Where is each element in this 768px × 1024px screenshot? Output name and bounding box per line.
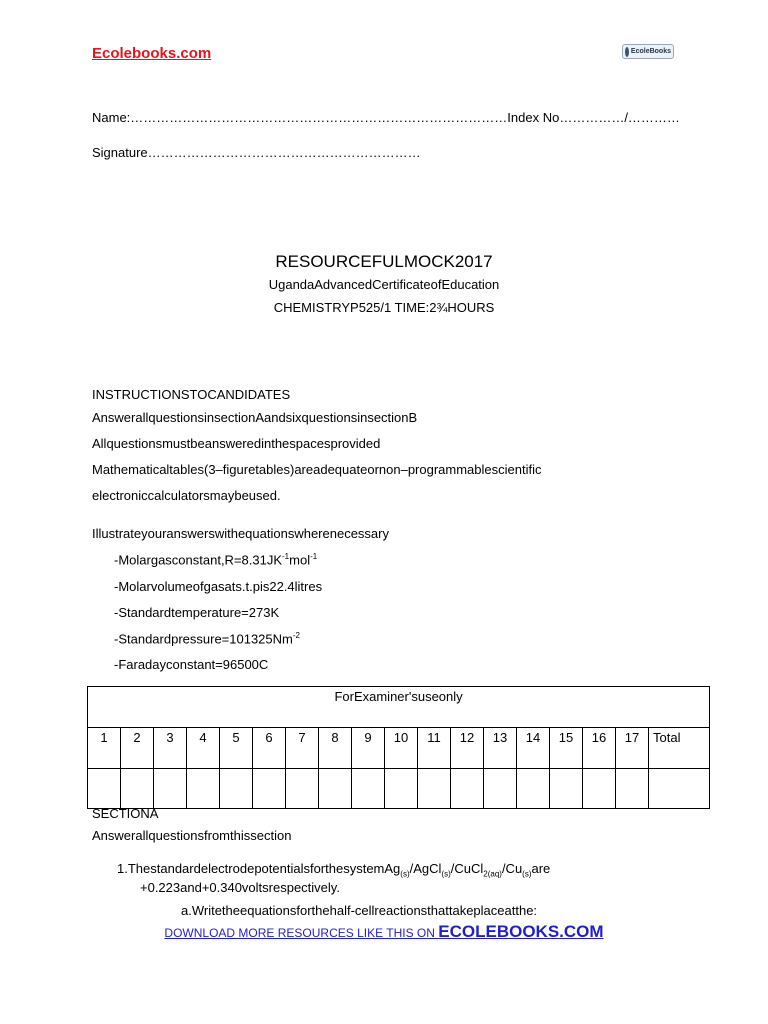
mark-cell[interactable] [253,769,286,809]
name-index-field: Name:……………………………………………………………………………Index No……………/………… [92,110,680,125]
table-header-cell: 6 [253,728,286,769]
table-header-cell: 11 [418,728,451,769]
exam-subtitle: UgandaAdvancedCertificateofEducation [268,277,500,292]
table-header-cell: 4 [187,728,220,769]
instruction-line: AnswerallquestionsinsectionAandsixquestionsinsectionB [92,410,418,425]
signature-field: Signature……………………………………………………… [92,145,421,160]
ecolebooks-logo [622,44,674,59]
brand-link[interactable]: Ecolebooks.com [92,45,212,62]
mark-cell[interactable] [451,769,484,809]
mark-cell[interactable] [517,769,550,809]
question-1a: a.Writetheequationsforthehalf-cellreactionsthattakeplaceatthe: [181,903,538,918]
table-header-cell: 10 [385,728,418,769]
book-icon [625,47,629,57]
table-header-cell: 17 [616,728,649,769]
mark-cell[interactable] [385,769,418,809]
section-title: SECTIONA [92,806,159,821]
mark-cell[interactable] [616,769,649,809]
mark-cell[interactable] [121,769,154,809]
instructions-heading: INSTRUCTIONSTOCANDIDATES [92,387,291,402]
constant-gas: $-Molargasconstant,R=8.31JK^{-1}mol^{-1}$ [114,552,318,568]
mark-cell[interactable] [286,769,319,809]
mark-cell[interactable] [319,769,352,809]
footer-download [0,922,768,942]
instruction-line: electroniccalculatorsmaybeused. [92,488,281,503]
examiner-table-title: ForExaminer'suseonly [88,687,710,728]
table-header-cell: 8 [319,728,352,769]
table-header-cell: 1 [88,728,121,769]
table-header-total: Total [649,728,710,769]
mark-cell[interactable] [583,769,616,809]
mark-cell[interactable] [418,769,451,809]
table-header-cell: 15 [550,728,583,769]
mark-cell[interactable] [220,769,253,809]
table-header-cell: 14 [517,728,550,769]
table-header-cell: 13 [484,728,517,769]
constant-volume: -Molarvolumeofgasats.t.pis22.4litres [114,579,323,594]
question-1-values: +0.223and+0.340voltsrespectively. [140,880,340,895]
section-instruction: Answerallquestionsfromthissection [92,828,292,843]
download-link[interactable]: DOWNLOAD MORE RESOURCES LIKE THIS ON ECOLEBOOKS.COM [164,922,604,941]
mark-cell[interactable] [484,769,517,809]
mark-cell[interactable] [352,769,385,809]
logo-text: EcoleBooks [630,48,671,55]
table-header-cell: 9 [352,728,385,769]
constant-pressure: $-Standardpressure=101325Nm^{-2}$ [114,631,300,647]
exam-paper: CHEMISTRYP525/1 TIME:2¾HOURS [273,300,495,315]
total-mark-cell[interactable] [649,769,710,809]
mark-cell[interactable] [550,769,583,809]
constant-faraday: -Faradayconstant=96500C [114,657,269,672]
exam-title: RESOURCEFULMOCK2017 [275,252,493,271]
table-header-cell: 12 [451,728,484,769]
question-1: $1.ThestandardelectrodepotentialsforthesystemAg_{(s)}/AgCl_{(s)}/CuCl_{2(aq)}/Cu_{(s)}are$ [117,861,551,879]
mark-cell[interactable] [154,769,187,809]
instruction-line: Allquestionsmustbeansweredinthespacesprovided [92,436,381,451]
instruction-line: Mathematicaltables(3–figuretables)areadequateornon–programmablescientific [92,462,542,477]
table-header-cell: 7 [286,728,319,769]
illustrate-note: Illustrateyouranswerswithequationswherenecessary [92,526,389,541]
constant-temperature: -Standardtemperature=273K [114,605,280,620]
mark-cell[interactable] [187,769,220,809]
table-header-cell: 5 [220,728,253,769]
table-header-cell: 16 [583,728,616,769]
table-header-cell: 3 [154,728,187,769]
table-header-cell: 2 [121,728,154,769]
mark-cell[interactable] [88,769,121,809]
examiner-table [87,686,710,809]
